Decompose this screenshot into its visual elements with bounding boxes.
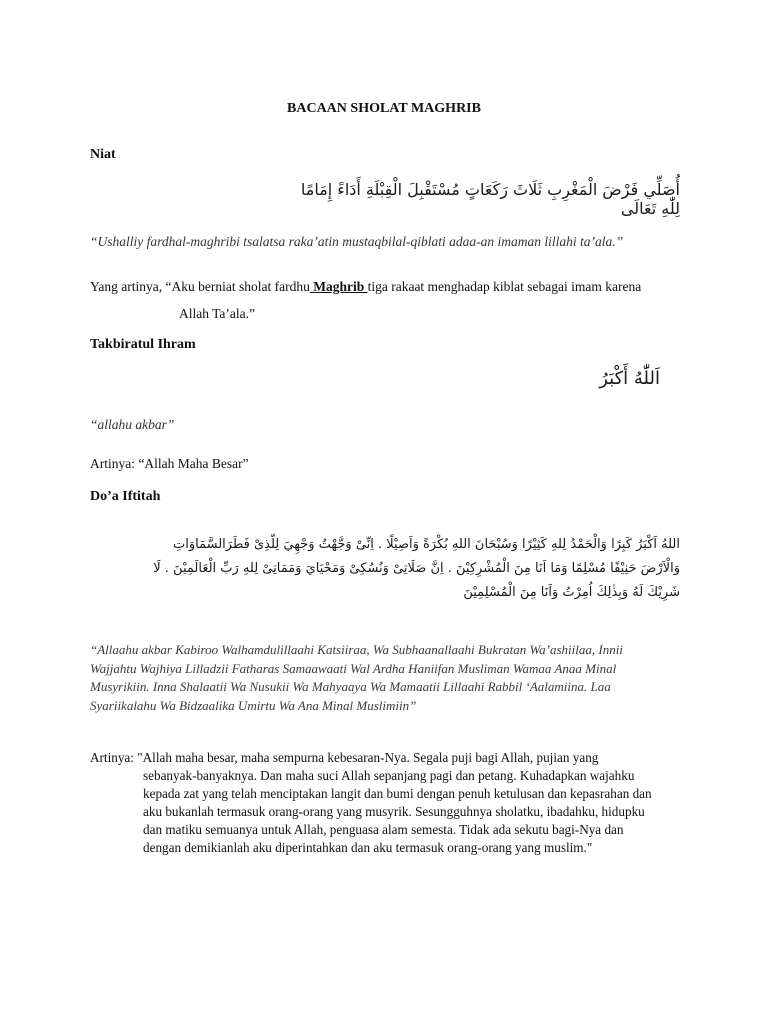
- niat-meaning-suffix: tiga rakaat menghadap kiblat sebagai imam karena: [367, 279, 642, 294]
- niat-meaning-prefix: Yang artinya, “Aku berniat sholat fardhu: [90, 279, 310, 294]
- takbir-meaning: Artinya: “Allah Maha Besar”: [90, 456, 249, 471]
- iftitah-translit-line: Wajjahtu Wajhiya Lilladzii Fatharas Samaawaati Wal Ardha Haniifan Musliman Wamaa Anaa Minal: [90, 660, 617, 676]
- niat-meaning-bold: Maghrib: [309, 279, 368, 294]
- iftitah-translit-line: Syariikalahu Wa Bidzaalika Umirtu Wa Ana Minal Muslimiin”: [90, 697, 417, 713]
- page-title: BACAAN SHOLAT MAGHRIB: [287, 101, 481, 116]
- iftitah-meaning: [90, 749, 680, 857]
- iftitah-meaning-line: kepada zat yang telah menciptakan langit dan bumi dengan penuh ketulusan dan kepasrahan dan: [143, 786, 652, 801]
- takbir-arabic: اَللّٰهُ أَكْبَرُ: [599, 368, 660, 389]
- iftitah-heading: Do’a Iftitah: [90, 489, 161, 504]
- iftitah-meaning-line: sebanyak-banyaknya. Dan maha suci Allah sepanjang pagi dan petang. Kuhadapkan wajahku: [143, 768, 635, 783]
- niat-meaning: [90, 277, 680, 296]
- iftitah-meaning-line: aku bukanlah termasuk orang-orang yang musyrik. Sesungguhnya sholatku, ibadahku, hidupku: [143, 804, 645, 819]
- iftitah-meaning-line: Artinya: "Allah maha besar, maha sempurna kebesaran-Nya. Segala puji bagi Allah, pujian yang: [90, 750, 599, 765]
- iftitah-arabic-line: شَرِيْكَ لَهُ وَبِذٰلِكَ اُمِرْتُ وَاَنَا مِنَ الْمُسْلِمِيْنَ: [463, 585, 680, 600]
- niat-arabic: أُصَلِّي فَرْضَ الْمَغْرِبِ ثَلَاثَ رَكَعَاتٍ مُسْتَقْبِلَ الْقِبْلَةِ أَدَاءً إِمَامًا لِلّٰهِ تَعَالَى: [300, 180, 680, 218]
- iftitah-arabic-line: اللهُ اَكْبَرُ كَبِرًا وَالْحَمْدُ لِلهِ كَثِيْرًا وَسُبْحَانَ اللهِ بُكْرَةً وَاَصِيْلًا . اِنِّىْ وَجَّهْتُ وَجْهِيَ لِلَّذِىْ فَطَرَالسَّمَاوَاتِ: [173, 537, 680, 552]
- iftitah-arabic-line: وَالْاَرْضَ حَنِيْفًا مُسْلِمًا وَمَا اَنَا مِنَ الْمُشْرِكِيْنَ . اِنَّ صَلَاتِىْ وَنُسُكِىْ وَمَحْيَايَ وَمَمَاتِىْ لِلهِ رَبِّ الْعَالَمِيْنَ . لَا: [153, 561, 680, 576]
- takbir-heading: Takbiratul Ihram: [90, 337, 196, 352]
- iftitah-arabic: [88, 533, 680, 605]
- niat-meaning-line2: Allah Ta’ala.”: [179, 306, 256, 321]
- iftitah-meaning-line: dengan demikianlah aku diperintahkan dan aku termasuk orang-orang yang muslim.": [143, 840, 593, 855]
- takbir-transliteration: “allahu akbar”: [90, 417, 175, 432]
- iftitah-meaning-line: dan matiku semuanya untuk Allah, penguasa alam semesta. Tidak ada sekutu bagi-Nya dan: [143, 822, 624, 837]
- niat-heading: Niat: [90, 147, 116, 162]
- iftitah-translit-line: “Allaahu akbar Kabiroo Walhamdulillaahi Katsiiraa, Wa Subhaanallaahi Bukratan Wa’ashiilaa, Innii: [90, 642, 623, 657]
- iftitah-transliteration: [90, 641, 670, 715]
- niat-transliteration: “Ushalliy fardhal-maghribi tsalatsa raka’atin mustaqbilal-qiblati adaa-an imaman lillahi ta’ala.”: [90, 234, 624, 249]
- iftitah-translit-line: Musyrikiin. Inna Shalaatii Wa Nusukii Wa Mahyaaya Wa Mamaatii Lillaahi Rabbil ‘Aalamiina. Laa: [90, 679, 611, 694]
